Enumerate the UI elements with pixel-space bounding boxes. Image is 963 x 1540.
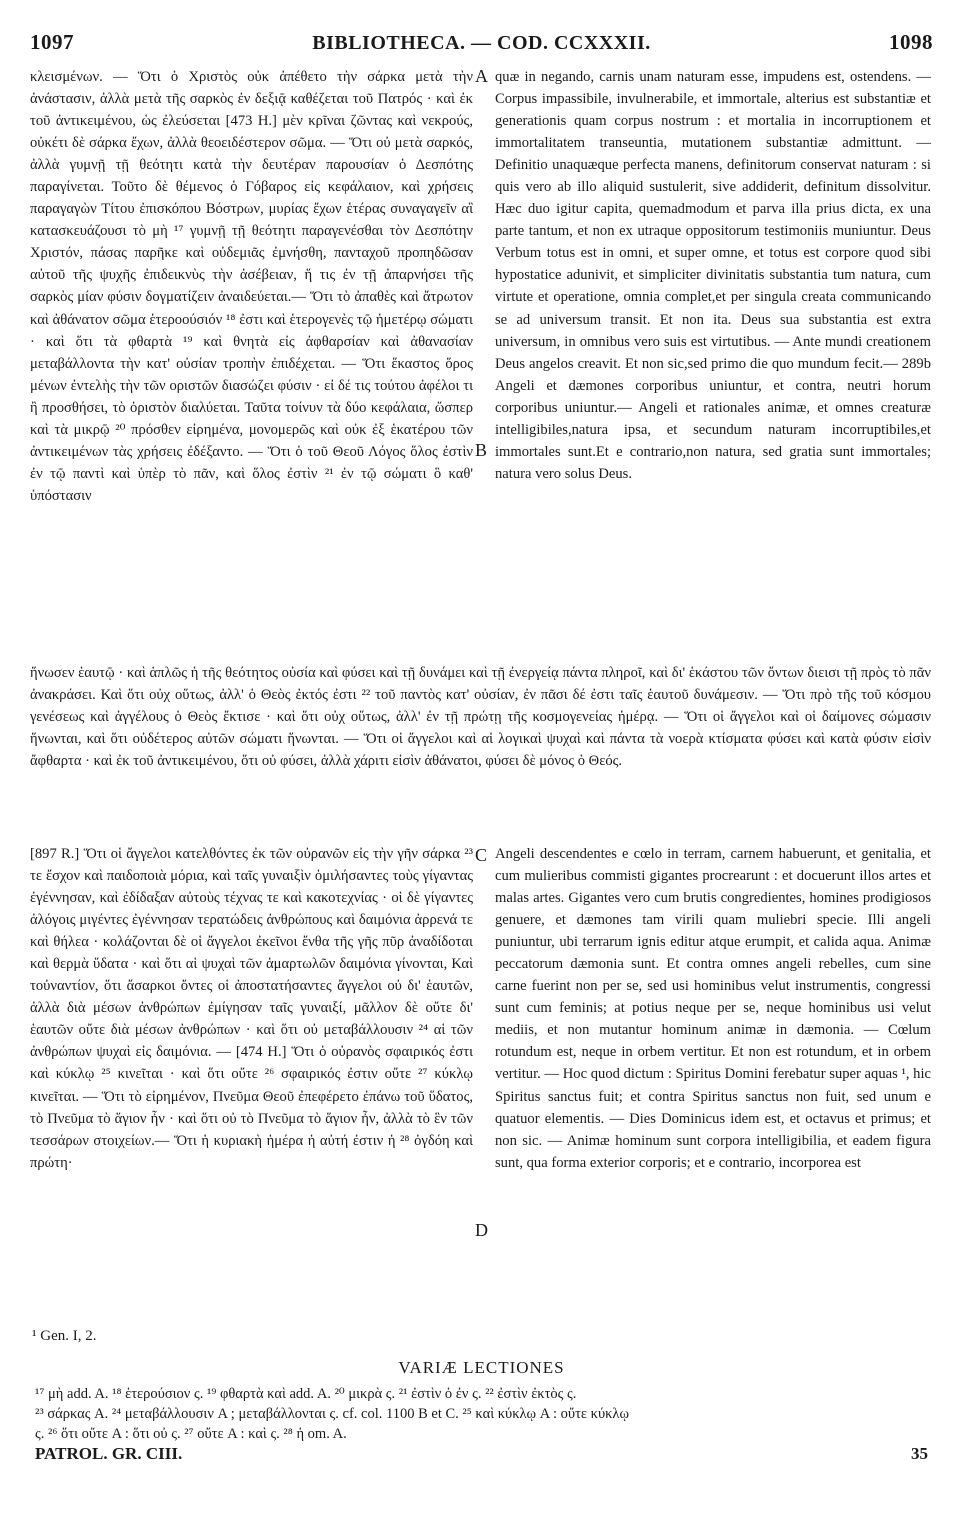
margin-letter-b: B: [475, 440, 488, 460]
greek-text-full: ἥνωσεν ἑαυτῷ · καὶ ἁπλῶς ἡ τῆς θεότητος οὐσία καὶ φύσει καὶ τῇ δυνάμει καὶ τῇ ἐνεργείᾳ πάντα πληροῖ, καὶ δι' ἑκάστου τῶν ὄντων διεισι τῇ πρὸς τὸ πᾶν ἀνακράσει. Καὶ ὅτι οὐχ οὕτως, ἀλλ' ὁ Θεὸς ἐκτός ἐστι ²² τοῦ παντὸς κατ' οὐσίαν, ἐν πᾶσι δέ ἐστι ταῖς ἑαυτοῦ δυνάμεσιν. — Ὅτι πρὸ τῆς τοῦ κόσμου γενέσεως καὶ ἀγγέλους ὁ Θεὸς ἔκτισε · καὶ ὅτι οὐχ οὕτως, ἀλλ' ἐν τῇ πρώτῃ τῆς κοσμογενείας ἡμέρᾳ. — Ὅτι οἱ ἄγγελοι καὶ οἱ δαίμονες σώμασιν ἥνωνται, καὶ ὅτι οὐδέτερος αὐτῶν σώματι ἥνωνται. — Ὅτι οἱ ἄγγελοι καὶ αἱ λογικαὶ ψυχαὶ καὶ πάντα τὰ νοερὰ κτίσματα φύσει καὶ κατὰ φύσιν εἰσὶν ἄφθαρτα · καὶ ἐκ τοῦ ἀντικειμένου, ὅτι οὐ φύσει, ἀλλὰ χάριτι εἰσὶν ἀθάνατοι, φύσει δὲ μόνος ὁ Θεός.: [30, 665, 931, 769]
page-footer: [35, 1444, 928, 1464]
variae-line: ¹⁷ μὴ add. A. ¹⁸ ἑτερούσιον ς. ¹⁹ φθαρτὰ καὶ add. A. ²⁰ μικρὰ ς. ²¹ ἐστὶν ὁ ἐν ς. ²² ἐστὶν ἐκτὸς ς.: [35, 1386, 577, 1402]
right-column-number: 1098: [889, 30, 933, 54]
greek-full-width: [30, 662, 931, 772]
footnote: ¹ Gen. I, 2.: [32, 1328, 97, 1344]
running-title: BIBLIOTHECA. — COD. CCXXXII.: [312, 32, 651, 54]
footer-sheet-number: 35: [911, 1444, 928, 1463]
greek-column-bottom: [30, 843, 473, 1174]
latin-text-bottom: Angeli descendentes e cœlo in terram, carnem habuerunt, et genitalia, et cum mulieribus commisti gigantes procrearunt : et docuerunt illos artes et malas artes. Gigantes vero cum brutis congredientes, homines prodigiosos genuere, et dæmones tam virili quam muliebri specie. Illi angeli puniuntur, ubi terrarum ignis editur atque erumpit, et calida aqua. Animæ peccatorum dæmonia sunt. Et contra omnes angeli rebelles, cum sine carne fuerint non per se, sed usi hominibus velut instrumentis, congressi sunt cum feminis; at potius neque per se, neque hominibus usi velut mediis, et non mutantur hominum animæ in dæmonia. — Cœlum rotundum est, neque in orbem vertitur. Et non est rotundum, et in orbem vertitur. — Hoc quod dictum : Spiritus Domini ferebatur super aquas ¹, hic Spiritus sanctus fuit; et contra Spiritus sanctus non fuit, sed unum e quatuor elementis. — Dies Dominicus idem est, et octavus et primus; et non sic. — Animæ hominum sunt corpora intelligibilia, et eadem figura sunt, qua forma exterior corporis; et e contrario, incorporea est: [495, 846, 931, 1171]
variae-line: ²³ σάρκας A. ²⁴ μεταβάλλουσιν A ; μεταβάλλονται ς. cf. col. 1100 B et C. ²⁵ καὶ κύκλῳ A : οὔτε κύκλῳ: [35, 1406, 630, 1422]
greek-column-top: [30, 66, 473, 507]
greek-text-bottom: [897 R.] Ὅτι οἱ ἄγγελοι κατελθόντες ἐκ τῶν οὐρανῶν εἰς τὴν γῆν σάρκα ²³ τε ἔσχον καὶ παιδοποιὰ μόρια, καὶ ταῖς γυναιξὶν ὁμιλήσαντες τοὺς γίγαντας ἐγέννησαν, καὶ ἐδίδαξαν αὐτοὺς τέχνας τε καὶ κακοτεχνίας · οἱ δὲ γίγαντες ἀλόγοις μιγέντες ἐγέννησαν τερατώδεις ἀνθρώπους καὶ δαιμόνια ἀρρενά τε καὶ θήλεα · κολάζονται δὲ οἱ ἄγγελοι ἐκεῖνοι ἔνθα τῆς γῆς πῦρ ἀναδίδοται καὶ θερμὰ ὕδατα · καὶ ὅτι αἱ ψυχαὶ τῶν ἁμαρτωλῶν δαιμόνια γίνονται, Καὶ τοὐναντίον, ὅτι ἄσαρκοι ὄντες οἱ ἀποστατήσαντες ἄγγελοι οὐ δι' ἑαυτῶν, ἀλλὰ διὰ μέσων ἀνθρώπων ἐμίγησαν ταῖς γυναιξί, μᾶλλον δὲ οὔτε δι' ἑαυτῶν οὔτε διὰ μέσων ἀνθρώπων · καὶ ὅτι οὐ μεταβάλλουσιν ²⁴ αἱ τῶν ἀνθρώπων ψυχαὶ εἰς δαιμόνια. — [474 H.] Ὅτι ὁ οὐρανὸς σφαιρικός ἐστι καὶ κύκλῳ ²⁵ κινεῖται · καὶ ὅτι οὔτε ²⁶ σφαιρικός ἐστιν οὔτε ²⁷ κύκλῳ κινεῖται. — Ὅτι τὸ εἰρημένον, Πνεῦμα Θεοῦ ἐπεφέρετο ἐπάνω τοῦ ὕδατος, τὸ Πνεῦμα τὸ ἅγιον ἦν · καὶ ὅτι οὐ τὸ Πνεῦμα τὸ ἅγιον ἦν, ἀλλὰ τὸ ἓν τῶν τεσσάρων στοιχείων.— Ὅτι ἡ κυριακὴ ἡμέρα ἡ αὐτή ἐστιν ἡ ²⁸ ὀγδόη καὶ πρώτη·: [30, 846, 473, 1171]
footer-signature: PATROL. GR. CIII.: [35, 1444, 183, 1463]
margin-letter-d: D: [475, 1220, 488, 1240]
latin-text-top: quæ in negando, carnis unam naturam esse, impudens est, ostendens. — Corpus impassibile, invulnerabile, et immortale, alterius est substantiæ et generationis quam corpus nostrum : et mortalia in incorruptionem et immortalitatem transeuntia, mutationem substantiæ admittunt. — Definitio unaquæque perfecta manens, definitorum conservat naturam : si quis vero ab illo aliquid sustulerit, sive addiderit, definitum dissolvitur. Hæc duo igitur capita, quemadmodum et parva illa prius dicta, ex una parte tantum, et non ex utraque oppositorum testimoniis muniuntur. Deus Verbum totus est in omni, et super omne, et totus est corpore quod sibi hypostatice adunivit, et simpliciter divinitatis substantia tum natura, cum virtute et operatione, omnia complet,et per singula creata communicando se ad universum transit. Et non ita. Deus sua substantia est extra universum, in omnibus vero suis est virtutibus. — Ante mundi creationem Deus angelos creavit. Et non sic,sed primo die quo mundum fecit.— 289b Angeli et dæmones corporibus uniuntur, et contra, neutri horum corporibus uniuntur.— Angeli et rationales animæ, et omnes creaturæ intelligibiles,natura ipsa, et secundum naturam incorruptibiles,et immortales sunt.Et e contrario,non natura, sed gratia sunt immortales; natura vero solus Deus.: [495, 69, 931, 482]
margin-letter-a: A: [475, 66, 488, 86]
latin-column-bottom: [495, 843, 931, 1174]
variae-heading: VARIÆ LECTIONES: [398, 1358, 565, 1377]
variae-lectiones: [35, 1384, 930, 1444]
margin-letter-c: C: [475, 845, 488, 865]
left-column-number: 1097: [30, 30, 74, 54]
page-header: [30, 30, 933, 60]
variae-line: ς. ²⁶ ὅτι οὔτε A : ὅτι οὐ ς. ²⁷ οὔτε A : καὶ ς. ²⁸ ἡ om. A.: [35, 1426, 347, 1442]
greek-text-top: κλεισμένων. — Ὅτι ὁ Χριστὸς οὐκ ἀπέθετο τὴν σάρκα μετὰ τὴν ἀνάστασιν, ἀλλὰ μετὰ τῆς σαρκὸς ἐν δεξιᾷ καθέζεται τοῦ Πατρός · καὶ ἐκ τοῦ ἀντικειμένου, ὡς ἐλεύσεται [473 H.] μὲν κρῖναι ζῶντας καὶ νεκρούς, οὐκέτι δὲ σάρκα ἔχων, ἀλλὰ θεοειδέστερον σῶμα. — Ὅτι οὐ μετὰ σαρκός, ἀλλὰ γυμνῇ τῇ θεότητι κατὰ τὴν δευτέραν παρουσίαν ὁ Δεσπότης παραγίνεται. Τοῦτο δὲ θέμενος ὁ Γόβαρος εἰς κεφάλαιον, καὶ χρήσεις παραγαγὼν Τίτου ἐπισκόπου Βόστρων, μυρίας ἔχων ἑτέρας συναγαγεῖν αἳ κατασκευάζουσι τὸ μὴ ¹⁷ γυμνῇ τῇ θεότητι παραγενέσθαι τὸν Δεσπότην Χριστόν, πάσας παρῆκε καὶ οὐδεμιᾶς ἐμνήσθη, πανταχοῦ προπηδῶσαν αὐτοῦ τῆς ψυχῆς ἐπιδεικνὺς τὴν ἀσέβειαν, ἥ τις ἐν τῇ ἀπαρνήσει τῆς σαρκὸς μίαν φύσιν δογματίζειν ἀναιδεύεται.— Ὅτι τὸ ἀπαθὲς καὶ ἄτρωτον καὶ ἀθάνατον σῶμα ἑτεροούσιόν ¹⁸ ἐστι καὶ ἑτερογενὲς τῷ ἡμετέρῳ σώματι · καὶ ὅτι τὰ φθαρτὰ ¹⁹ καὶ θνητὰ εἰς ἀφθαρσίαν καὶ ἀθανασίαν μεταβάλλοντα τὴν κατ' οὐσίαν τροπὴν ἐπιδέχεται. — Ὅτι ἕκαστος ὅρος μένων ἐντελὴς τὴν τῶν οριστῶν διασώζει φύσιν · εἰ δέ τις τούτου ἀφέλοι τι ἢ προσθήσει, τὸ ὁριστὸν διαλύεται. Ταῦτα τοίνυν τὰ δύο κεφάλαια, ὥσπερ καὶ τὰ μικρῷ ²⁰ πρόσθεν εἰρημένα, μονομερῶς καὶ οὐκ ἐξ ἑκατέρου τῶν ἀντικειμένων τὰς χρήσεις ἐδέξαντο. — Ὅτι ὁ τοῦ Θεοῦ Λόγος ὅλος ἐστὶν ἐν τῷ παντὶ καὶ ὑπὲρ τὸ πᾶν, καὶ ὅλος ἐστὶν ²¹ ἐν τῷ σώματι ὃ καθ' ὑπόστασιν: [30, 69, 473, 504]
latin-column-top: [495, 66, 931, 485]
